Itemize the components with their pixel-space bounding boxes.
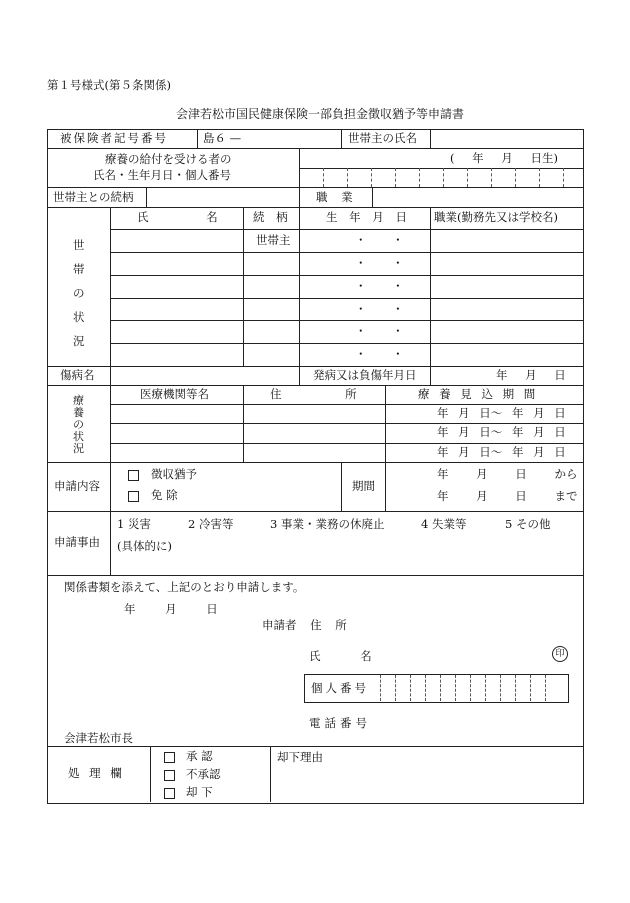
disapprove-checkbox[interactable]: [164, 770, 175, 781]
date-dots-3: ・ ・: [355, 279, 404, 293]
col-period: 療 養 見 込 期 間: [418, 387, 536, 401]
reject-checkbox[interactable]: [164, 788, 175, 799]
period-label: 期間: [352, 479, 375, 493]
treatment-side-4: 状: [73, 430, 84, 443]
declaration-text: 関係書類を添えて、上記のとおり申請します。: [64, 580, 305, 594]
household-side-1: 世: [73, 238, 85, 252]
date-dots-6: ・ ・: [355, 347, 404, 361]
col-name: 氏 名: [137, 210, 218, 224]
recipient-label-2: 氏名・生年月日・個人番号: [93, 168, 231, 182]
reason-detail: (具体的に): [117, 539, 172, 553]
household-head-label: 世帯主の氏名: [348, 131, 417, 145]
relation-label: 世帯主との続柄: [53, 190, 134, 204]
applicant-name: 氏 名: [309, 649, 372, 663]
reject-reason-label: 却下理由: [277, 750, 323, 764]
reason-label: 申請事由: [54, 535, 100, 549]
treatment-period-3: 年 月 日〜 年 月 日: [437, 445, 566, 459]
reason-4: 4 失業等: [421, 517, 467, 531]
reason-2: 2 冷害等: [188, 517, 234, 531]
form-title: 会津若松市国民健康保険一部負担金徴収猶予等申請書: [176, 107, 465, 121]
declaration-date: 年 月 日: [124, 602, 218, 616]
treatment-side-5: 況: [73, 442, 84, 455]
seal-mark: 印: [552, 646, 568, 662]
treatment-side-3: の: [73, 418, 84, 431]
col-birthdate: 生 年 月 日: [326, 210, 407, 224]
period-from: 年 月 日 から: [437, 467, 578, 481]
approve-checkbox[interactable]: [164, 752, 175, 763]
household-side-5: 況: [73, 334, 85, 348]
applicant-address: 申請者 住 所: [262, 618, 347, 632]
treatment-period-2: 年 月 日〜 年 月 日: [437, 425, 566, 439]
recipient-birth: ( 年 月 日生): [450, 151, 558, 165]
household-side-3: の: [73, 286, 85, 300]
job-label: 職 業: [316, 190, 353, 204]
col-relation: 続 柄: [253, 210, 288, 224]
onset-value: 年 月 日: [496, 368, 566, 382]
col-address: 住 所: [270, 387, 357, 401]
date-dots-4: ・ ・: [355, 302, 404, 316]
deferral-option: 徴収猶予: [151, 467, 197, 481]
treatment-side-2: 養: [73, 406, 84, 419]
date-dots-5: ・ ・: [355, 324, 404, 338]
disapprove-option: 不承認: [186, 767, 221, 781]
processing-label: 処 理 欄: [68, 766, 122, 780]
recipient-label-1: 療養の給付を受ける者の: [105, 152, 232, 166]
mayor-label: 会津若松市長: [64, 731, 133, 745]
household-side-4: 状: [73, 310, 85, 324]
period-to: 年 月 日 まで: [437, 489, 578, 503]
insured-number-label: 被保険者記号番号: [60, 131, 168, 145]
col-institution: 医療機関等名: [140, 387, 209, 401]
reason-5: 5 その他: [505, 517, 551, 531]
onset-label: 発病又は負傷年月日: [313, 368, 417, 382]
deferral-checkbox[interactable]: [128, 470, 139, 481]
reason-1: 1 災害: [117, 517, 151, 531]
exemption-checkbox[interactable]: [128, 491, 139, 502]
reject-option: 却 下: [186, 785, 213, 799]
date-dots-2: ・ ・: [355, 256, 404, 270]
exemption-option: 免 除: [151, 488, 178, 502]
insured-number-value: 島６ —: [203, 131, 242, 145]
treatment-period-1: 年 月 日〜 年 月 日: [437, 406, 566, 420]
approve-option: 承 認: [186, 749, 213, 763]
household-side-2: 帯: [73, 262, 85, 276]
first-relation: 世帯主: [256, 233, 291, 247]
reason-3: 3 事業・業務の休廃止: [270, 517, 385, 531]
date-dots-1: ・ ・: [355, 233, 404, 247]
personal-number-label: 個人番号: [311, 681, 369, 695]
phone-label: 電話番号: [309, 716, 371, 730]
illness-label: 傷病名: [60, 368, 95, 382]
treatment-side-1: 療: [73, 394, 84, 407]
col-occupation: 職業(勤務先又は学校名): [434, 210, 558, 224]
application-label: 申請内容: [54, 479, 100, 493]
form-number: 第１号様式(第５条関係): [47, 78, 171, 92]
